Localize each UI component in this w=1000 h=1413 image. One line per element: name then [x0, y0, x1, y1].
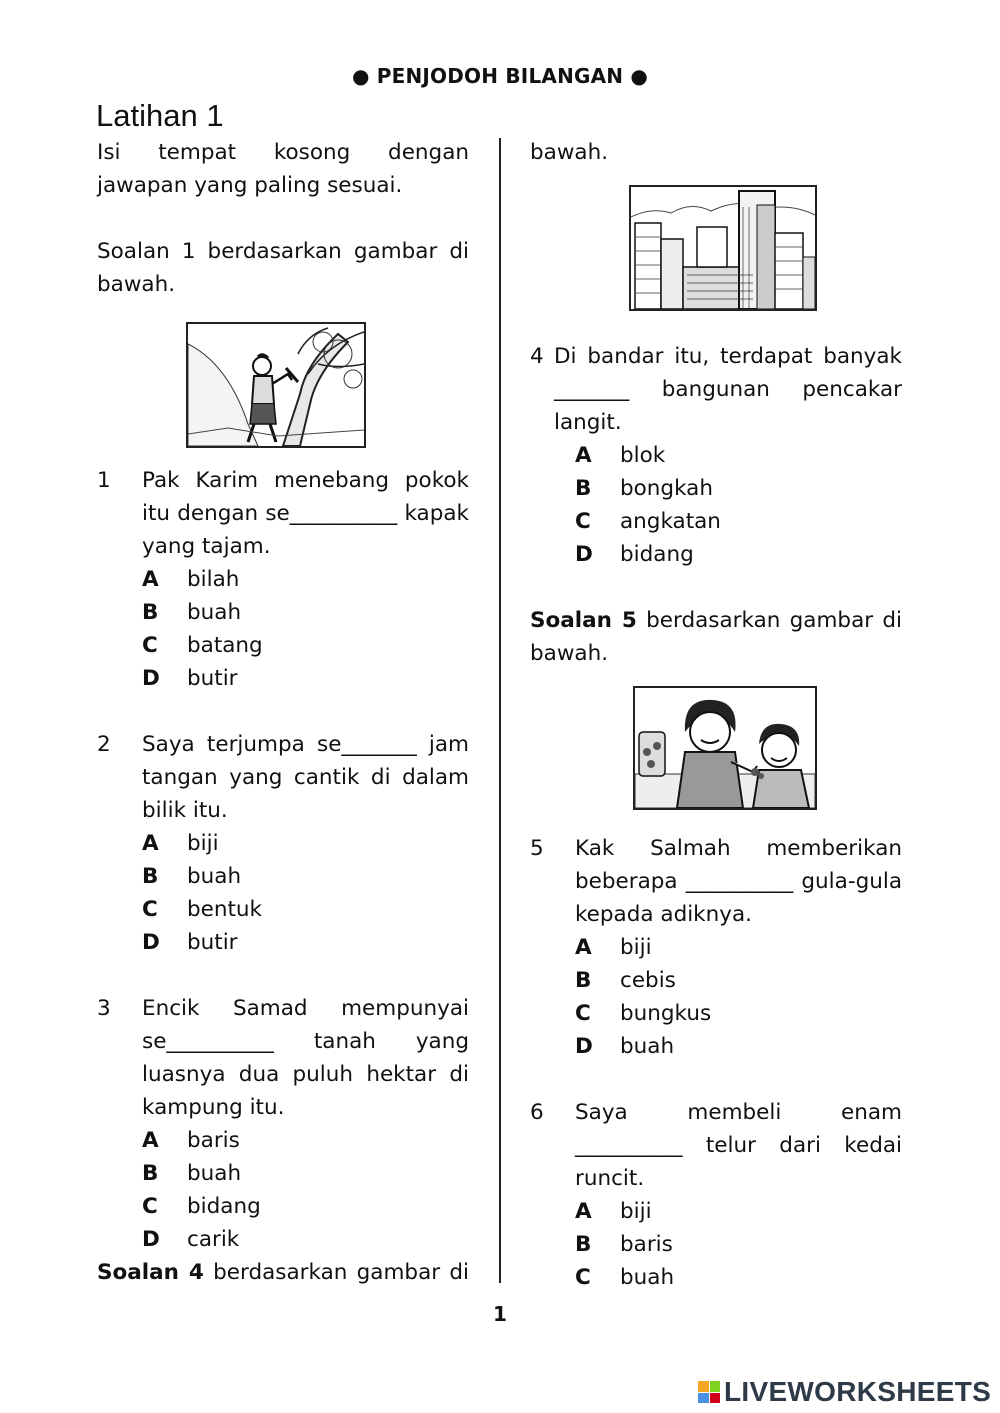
option-text: buah — [187, 600, 242, 625]
question-number: 5 — [530, 836, 544, 861]
option-text: blok — [620, 443, 666, 468]
option-text: buah — [620, 1265, 675, 1290]
brand-text: LIVEWORKSHEETS — [724, 1376, 992, 1407]
option-d[interactable] — [142, 662, 469, 695]
option-text: bungkus — [620, 1001, 712, 1026]
question-text: Kak Salmah memberikan beberapa __________ gula-gula kepada adiknya. — [575, 836, 902, 927]
intro-q5-rest: berdasarkan gambar di bawah. — [530, 608, 902, 666]
option-c[interactable] — [575, 1261, 902, 1294]
option-text: bidang — [187, 1194, 261, 1219]
intro-q4-continuation: bawah. — [530, 140, 609, 165]
question-number: 3 — [97, 996, 111, 1021]
option-text: biji — [187, 831, 219, 856]
question-3 — [97, 992, 469, 1256]
option-text: bongkah — [620, 476, 713, 501]
intro-q5-bold: Soalan 5 — [530, 608, 637, 633]
option-text: cebis — [620, 968, 676, 993]
question-number: 2 — [97, 732, 111, 757]
question-number: 4 — [530, 344, 544, 369]
liveworksheets-logo-icon — [698, 1381, 720, 1403]
page-number: 1 — [493, 1302, 507, 1326]
option-letter: D — [575, 542, 593, 567]
option-letter: A — [575, 935, 592, 960]
question-text: Pak Karim menebang pokok itu dengan se__________ kapak yang tajam. — [142, 468, 469, 559]
option-letter: C — [575, 509, 591, 534]
option-a[interactable] — [575, 1195, 902, 1228]
option-letter: B — [575, 968, 592, 993]
option-letter: C — [142, 1194, 158, 1219]
option-a[interactable] — [575, 439, 902, 472]
sister-giving-sweets-icon — [633, 686, 817, 810]
option-letter: A — [575, 1199, 592, 1224]
option-text: carik — [187, 1227, 240, 1252]
option-text: batang — [187, 633, 263, 658]
question-5 — [530, 832, 902, 1063]
option-text: buah — [187, 1161, 242, 1186]
intro-q4-rest: berdasarkan gambar di — [213, 1260, 469, 1285]
option-letter: B — [142, 1161, 159, 1186]
question-text: Di bandar itu, terdapat banyak _______ bangunan pencakar langit. — [554, 344, 902, 435]
question-6 — [530, 1096, 902, 1294]
question-text: Saya terjumpa se_______ jam tangan yang cantik di dalam bilik itu. — [142, 732, 469, 823]
option-text: angkatan — [620, 509, 721, 534]
option-text: baris — [620, 1232, 673, 1257]
option-c[interactable] — [575, 997, 902, 1030]
option-text: butir — [187, 930, 238, 955]
option-letter: D — [575, 1034, 593, 1059]
instruction-text: Isi tempat kosong dengan jawapan yang paling sesuai. — [97, 140, 469, 198]
option-letter: B — [575, 1232, 592, 1257]
worksheet-header: ● PENJODOH BILANGAN ● — [351, 64, 649, 88]
option-text: biji — [620, 1199, 652, 1224]
question-number: 6 — [530, 1100, 544, 1125]
option-letter: B — [142, 600, 159, 625]
option-letter: C — [575, 1265, 591, 1290]
left-column — [97, 136, 469, 1289]
option-letter: A — [142, 831, 159, 856]
intro-question-1: Soalan 1 berdasarkan gambar di bawah. — [97, 239, 469, 297]
intro-question-5 — [530, 604, 902, 670]
option-text: biji — [620, 935, 652, 960]
right-column — [530, 136, 902, 1294]
option-letter: D — [142, 930, 160, 955]
option-b[interactable] — [575, 1228, 902, 1261]
option-b[interactable] — [142, 860, 469, 893]
option-b[interactable] — [142, 1157, 469, 1190]
intro-question-4 — [97, 1256, 469, 1289]
option-letter: A — [575, 443, 592, 468]
page-title: Latihan 1 — [96, 98, 224, 133]
option-a[interactable] — [142, 563, 469, 596]
option-text: buah — [620, 1034, 675, 1059]
option-letter: D — [142, 1227, 160, 1252]
option-c[interactable] — [142, 893, 469, 926]
option-d[interactable] — [142, 1223, 469, 1256]
option-text: butir — [187, 666, 238, 691]
option-text: bilah — [187, 567, 240, 592]
question-2 — [97, 728, 469, 959]
option-text: bidang — [620, 542, 694, 567]
column-divider — [499, 138, 501, 1283]
option-letter: A — [142, 567, 159, 592]
option-text: bentuk — [187, 897, 263, 922]
option-letter: C — [142, 897, 158, 922]
option-b[interactable] — [575, 964, 902, 997]
question-4 — [530, 340, 902, 571]
option-letter: B — [575, 476, 592, 501]
option-letter: B — [142, 864, 159, 889]
option-a[interactable] — [142, 1124, 469, 1157]
city-skyscrapers-icon — [629, 185, 817, 311]
option-c[interactable] — [142, 629, 469, 662]
question-text: Encik Samad mempunyai se__________ tanah yang luasnya dua puluh hektar di kampung itu. — [142, 996, 469, 1120]
option-letter: C — [142, 633, 158, 658]
option-b[interactable] — [142, 596, 469, 629]
question-text: Saya membeli enam __________ telur dari kedai runcit. — [575, 1100, 902, 1191]
option-b[interactable] — [575, 472, 902, 505]
option-c[interactable] — [575, 505, 902, 538]
option-d[interactable] — [575, 538, 902, 571]
question-number: 1 — [97, 468, 111, 493]
man-chopping-tree-icon — [186, 322, 366, 448]
option-a[interactable] — [575, 931, 902, 964]
question-1 — [97, 464, 469, 695]
option-text: baris — [187, 1128, 240, 1153]
option-letter: C — [575, 1001, 591, 1026]
option-a[interactable] — [142, 827, 469, 860]
option-c[interactable] — [142, 1190, 469, 1223]
option-d[interactable] — [575, 1030, 902, 1063]
option-d[interactable] — [142, 926, 469, 959]
option-text: buah — [187, 864, 242, 889]
liveworksheets-logo — [698, 1376, 991, 1408]
intro-q4-bold: Soalan 4 — [97, 1260, 204, 1285]
option-letter: A — [142, 1128, 159, 1153]
option-letter: D — [142, 666, 160, 691]
